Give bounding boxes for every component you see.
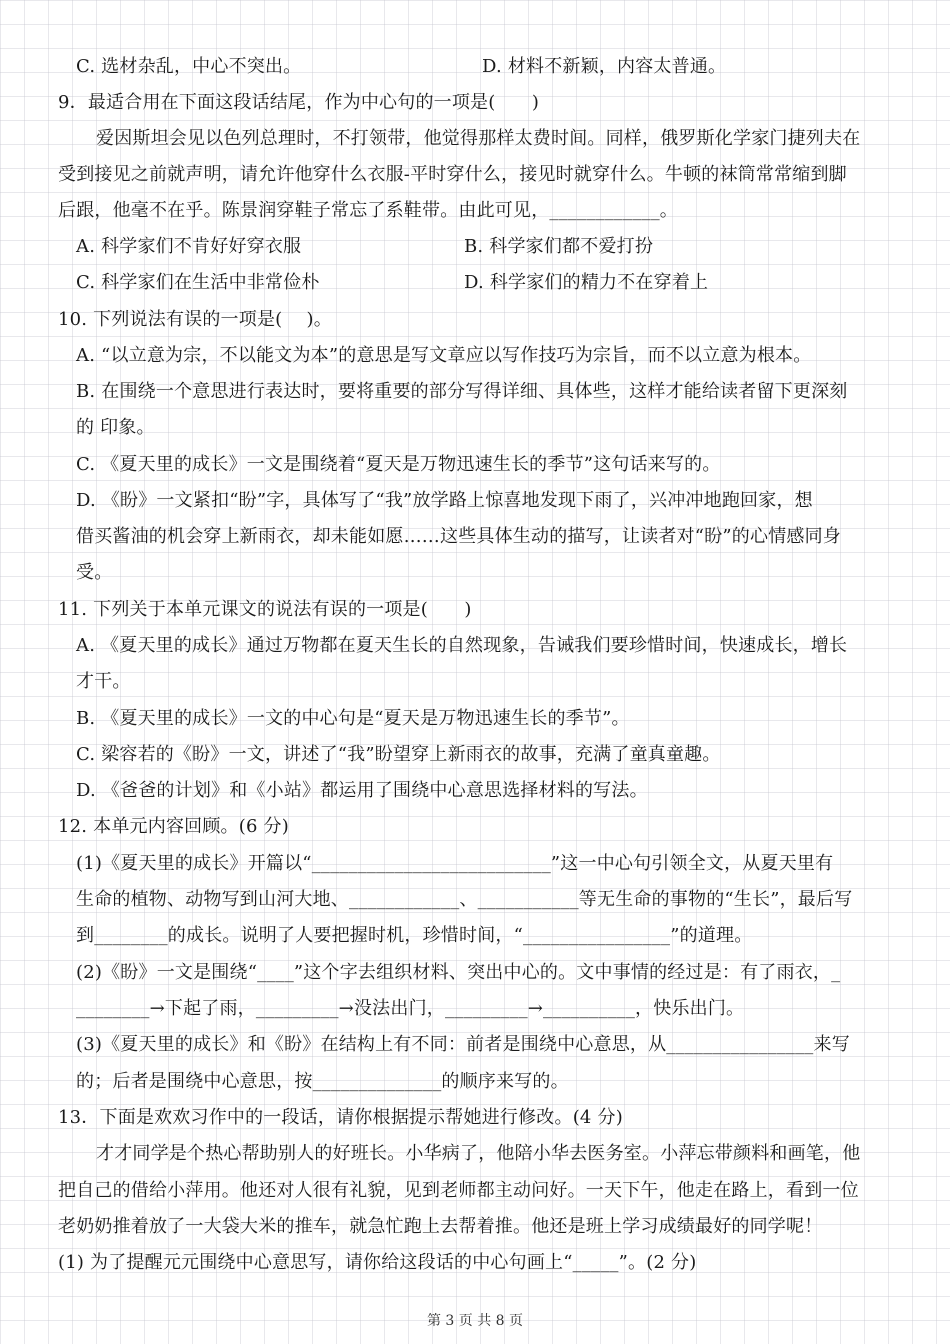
q13-passage-line: 老奶奶推着放了一大袋大米的推车，就急忙跑上去帮着推。他还是班上学习成绩最好的同学呢！ bbox=[58, 1216, 823, 1237]
q10-option-d: D. 《盼》一文紧扣“盼”字，具体写了“我”放学路上惊喜地发现下雨了，兴冲冲地跑回家，想 bbox=[76, 490, 813, 511]
q9-option-d: D. 科学家们的精力不在穿着上 bbox=[464, 272, 709, 293]
q10-option-a: A. “以立意为宗，不以能文为本”的意思是写文章应以写作技巧为宗旨，而不以立意为根本。 bbox=[76, 345, 812, 366]
q12-part2-cont: ________→下起了雨，_________→没法出门，_________→__________，快乐出门。 bbox=[76, 998, 745, 1019]
q13-passage-line: 才才同学是个热心帮助别人的好班长。小华病了，他陪小华去医务室。小萍忘带颜料和画笔，他 bbox=[96, 1143, 861, 1164]
q13-passage-line: 把自己的借给小萍用。他还对人很有礼貌，见到老师都主动问好。一天下午，他走在路上，看到一位 bbox=[58, 1180, 859, 1201]
q12-part3-cont: 的；后者是围绕中心意思，按______________的顺序来写的。 bbox=[76, 1071, 569, 1092]
q10-stem: 10. 下列说法有误的一项是( )。 bbox=[58, 309, 332, 330]
q13-stem: 13．下面是欢欢习作中的一段话，请你根据提示帮她进行修改。(4 分) bbox=[58, 1107, 623, 1128]
q10-option-d-cont: 受。 bbox=[76, 562, 113, 583]
q11-option-d: D. 《爸爸的计划》和《小站》都运用了围绕中心意思选择材料的写法。 bbox=[76, 780, 648, 801]
q11-option-c: C. 梁容若的《盼》一文，讲述了“我”盼望穿上新雨衣的故事，充满了童真童趣。 bbox=[76, 744, 721, 765]
q12-stem: 12. 本单元内容回顾。(6 分) bbox=[58, 816, 289, 837]
q10-option-b: B. 在围绕一个意思进行表达时，要将重要的部分写得详细、具体些，这样才能给读者留下更深刻 bbox=[76, 381, 848, 402]
q12-part2: (2)《盼》一文是围绕“____”这个字去组织材料、突出中心的。文中事情的经过是：有了雨衣，_ bbox=[76, 962, 841, 983]
q12-part1-cont: 到________的成长。说明了人要把握时机，珍惜时间，“________________”的道理。 bbox=[76, 925, 753, 946]
q9-passage-line: 受到接见之前就声明，请允许他穿什么衣服-平时穿什么，接见时就穿什么。牛顿的袜筒常常缩到脚 bbox=[58, 164, 847, 185]
q12-part1: (1)《夏天里的成长》开篇以“__________________________”这一中心句引领全文，从夏天里有 bbox=[76, 853, 834, 874]
q11-option-b: B. 《夏天里的成长》一文的中心句是“夏天是万物迅速生长的季节”。 bbox=[76, 708, 630, 729]
q9-option-b: B. 科学家们都不爱打扮 bbox=[464, 236, 654, 257]
q13-part1: (1) 为了提醒元元围绕中心意思写，请你给这段话的中心句画上“_____”。(2 分) bbox=[58, 1252, 697, 1273]
q11-option-a: A. 《夏天里的成长》通过万物都在夏天生长的自然现象，告诫我们要珍惜时间，快速成长，增长 bbox=[76, 635, 848, 656]
page-footer: 第 3 页 共 8 页 bbox=[426, 1313, 524, 1329]
q11-option-a-cont: 才干。 bbox=[76, 671, 131, 692]
q10-option-d-cont: 借买酱油的机会穿上新雨衣，却未能如愿……这些具体生动的描写，让读者对“盼”的心情感同身 bbox=[76, 526, 842, 547]
q10-option-c: C. 《夏天里的成长》一文是围绕着“夏天是万物迅速生长的季节”这句话来写的。 bbox=[76, 454, 721, 475]
q9-option-a: A. 科学家们不肯好好穿衣服 bbox=[76, 236, 302, 257]
q9-option-c: C. 科学家们在生活中非常俭朴 bbox=[76, 272, 320, 293]
q10-option-b-cont: 的 印象。 bbox=[76, 417, 155, 438]
q8-option-c: C. 选材杂乱，中心不突出。 bbox=[76, 56, 302, 77]
q9-passage-line: 爱因斯坦会见以色列总理时，不打领带，他觉得那样太费时间。同样，俄罗斯化学家门捷列夫在 bbox=[96, 128, 861, 149]
q11-stem: 11. 下列关于本单元课文的说法有误的一项是( ) bbox=[58, 599, 472, 620]
q12-part1-cont: 生命的植物、动物写到山河大地、____________、___________等无生命的事物的“生长”，最后写 bbox=[76, 889, 853, 910]
q12-part3: (3)《夏天里的成长》和《盼》在结构上有不同：前者是围绕中心意思，从________________来写 bbox=[76, 1034, 850, 1055]
q8-option-d: D. 材料不新颖，内容太普通。 bbox=[482, 56, 727, 77]
q9-passage-line: 后跟，他毫不在乎。陈景润穿鞋子常忘了系鞋带。由此可见，____________。 bbox=[58, 200, 678, 221]
q9-stem: 9．最适合用在下面这段话结尾，作为中心句的一项是( ) bbox=[58, 92, 540, 113]
